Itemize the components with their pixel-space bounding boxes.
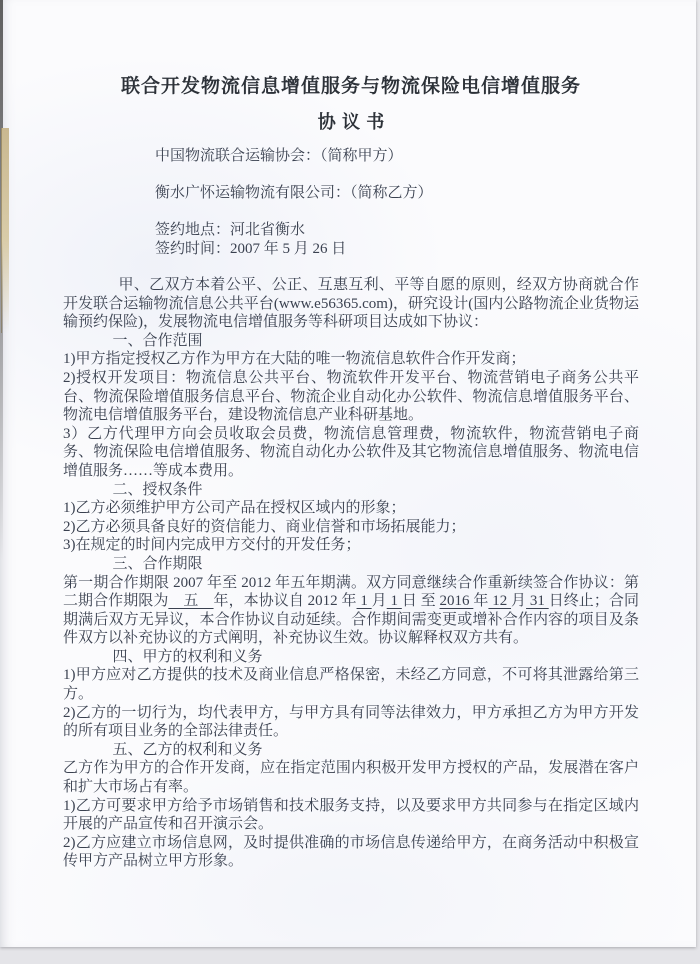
paragraph: 1)甲方应对乙方提供的技术及商业信息严格保密，未经乙方同意，不可将其泄露给第三方。 — [63, 667, 639, 703]
filled-in-blank: 31 — [526, 593, 549, 610]
document-meta — [155, 147, 639, 259]
party-a-line: 中国物流联合运输协会：（简称甲方） — [155, 148, 403, 164]
section-heading: 三、合作期限 — [112, 555, 203, 572]
filled-in-blank: 1 — [386, 593, 402, 610]
paragraph: 乙方作为甲方的合作开发商，应在指定范围内积极开发甲方授权的产品，发展潜在客户和扩大市场占有率。 — [63, 760, 639, 796]
document-subtitle: 协议书 — [317, 112, 391, 132]
sign-date-line: 签约时间：2007 年 5 月 26 日 — [155, 241, 347, 257]
scan-edge-artifact-tan — [1, 128, 9, 333]
paragraph: 1)乙方可要求甲方给予市场销售和技术服务支持，以及要求甲方共同参与在指定区域内开展的产品宣传和召开演示会。 — [63, 797, 639, 833]
section-heading: 四、甲方的权利和义务 — [112, 648, 263, 665]
sign-place-line: 签约地点：河北省衡水 — [155, 222, 306, 238]
paragraph: 甲、乙双方本着公平、公正、互惠互利、平等自愿的原则，经双方协商就合作开发联合运输物流信息公共平台(www.e56365.com)，研究设计(国内公路物流企业货物运输预约保险)，发展物流电信增值服务等科研项目达成如下协议： — [63, 277, 639, 331]
party-b-line: 衡水广怀运输物流有限公司：（简称乙方） — [155, 185, 433, 201]
paragraph: 2)乙方的一切行为，均代表甲方，与甲方具有同等法律效力，甲方承担乙方为甲方开发的所有项目业务的全部法律责任。 — [63, 704, 639, 740]
document-title: 联合开发物流信息增值服务与物流保险电信增值服务 — [120, 76, 581, 97]
paragraph: 第一期合作期限 2007 年至 2012 年五年期满。双方同意继续合作重新续签合作协议：第二期合作期限为 五 年，本协议自 2012 年 1 月 1 日 至 2016 年 12 月 31 日终止；合同期满后双方无异议，本合作协议自动延续。合作期间需变更或增补合作内容的项目及条件双方以补充协议的方式阐明，补充协议生效。协议解释权双方共有。 — [63, 574, 639, 647]
paragraph: 1)甲方指定授权乙方作为甲方在大陆的唯一物流信息软件合作开发商； — [63, 351, 526, 368]
paragraph: 1)乙方必须维护甲方公司产品在授权区域内的形象； — [63, 500, 406, 517]
section-heading: 一、合作范围 — [112, 332, 203, 349]
section-heading: 五、乙方的权利和义务 — [112, 741, 263, 758]
filled-in-blank: 五 — [168, 593, 214, 610]
document-body — [63, 276, 639, 871]
section-heading: 二、授权条件 — [112, 481, 203, 498]
filled-in-blank: 2016 — [439, 593, 474, 610]
document-content — [63, 74, 639, 871]
paragraph: 3)在规定的时间内完成甲方交付的开发任务； — [63, 537, 361, 554]
filled-in-blank: 12 — [488, 593, 512, 610]
paragraph: 2)授权开发项目：物流信息公共平台、物流软件开发平台、物流营销电子商务公共平台、物流保险增值服务信息平台、物流企业自动化办公软件、物流信息增值服务平台、物流电信增值服务平台，建设物流信息产业科研基地。 — [63, 369, 639, 424]
paragraph: 2)乙方应建立市场信息网，及时提供准确的市场信息传递给甲方，在商务活动中积极宣传甲方产品树立甲方形象。 — [63, 834, 639, 870]
filled-in-blank: 1 — [356, 593, 372, 610]
paragraph: 2)乙方必须具备良好的资信能力、商业信誉和市场拓展能力； — [63, 518, 466, 535]
paragraph: 3）乙方代理甲方向会员收取会员费，物流信息管理费，物流软件，物流营销电子商务、物流保险电信增值服务、物流自动化办公软件及其它物流信息增值服务、物流电信增值服务……等成本费用。 — [63, 425, 639, 479]
